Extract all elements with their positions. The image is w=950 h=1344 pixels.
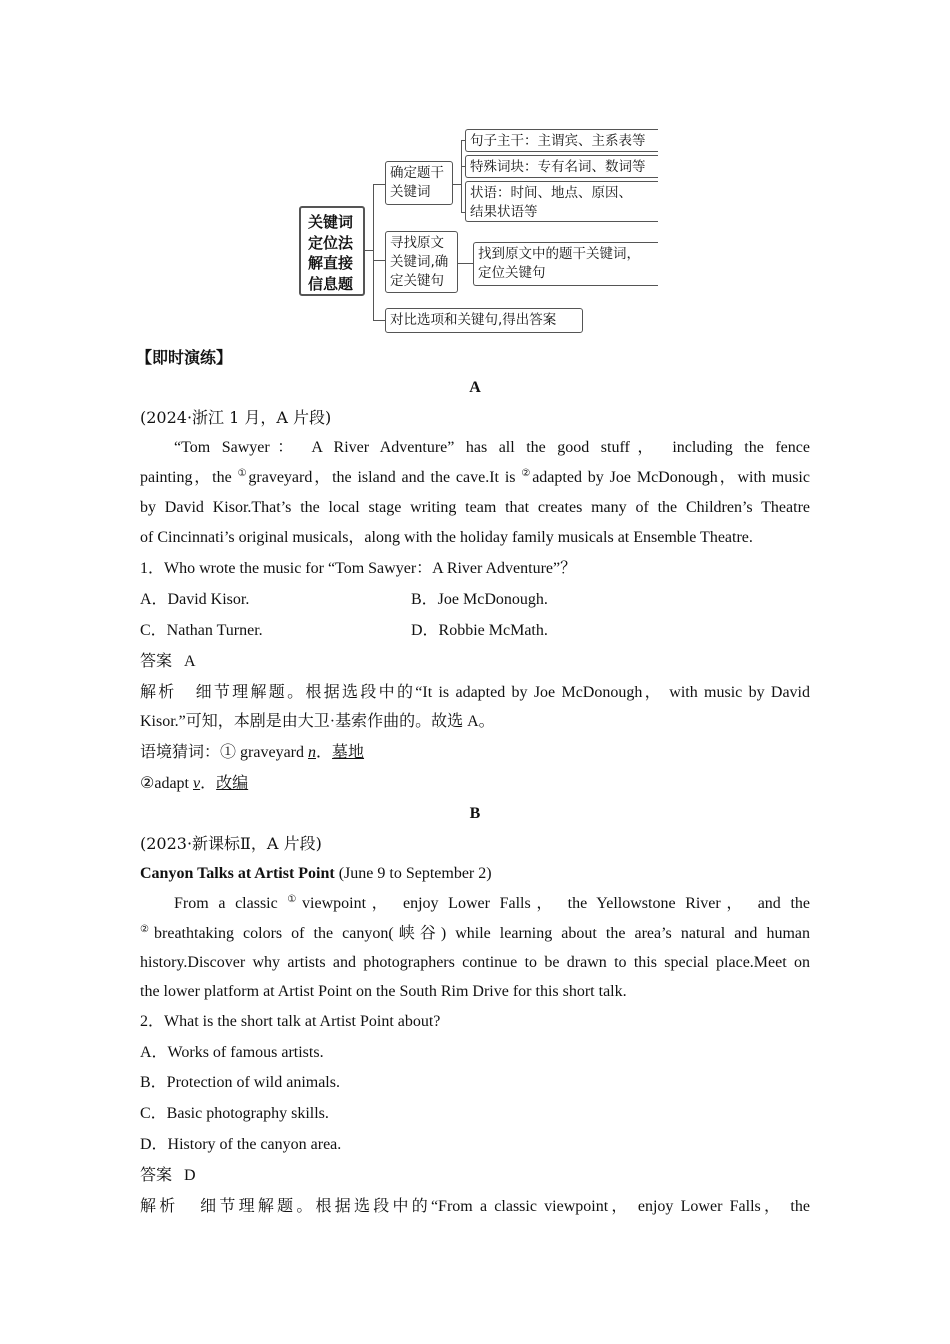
connector <box>365 250 373 251</box>
root-line: 关键词 <box>308 213 354 231</box>
leaf-special-chunks <box>465 155 658 178</box>
text-span: adapted by Joe McDonough，with music <box>532 469 810 486</box>
vocab-pos: n <box>308 744 316 761</box>
vocab-pos: v <box>193 775 201 792</box>
text-span: breathtaking colors of the canyon(峡谷) while learning about the area’s natural and human <box>154 925 810 942</box>
option-d: D．History of the canyon area. <box>140 1136 342 1153</box>
explain-label: 解析 <box>140 1196 179 1215</box>
leaf-locate-sentence <box>473 242 658 286</box>
vocab-prefix: 语境猜词： <box>140 744 221 761</box>
vocab-meaning: 改编 <box>216 775 249 792</box>
root-line: 信息题 <box>308 274 354 293</box>
branch-label: 定关键句 <box>390 273 444 289</box>
branch-determine-keywords <box>385 161 453 205</box>
section-b-letter: B <box>469 805 481 822</box>
answer-label: 答案 <box>140 651 173 670</box>
keyword-mindmap <box>296 128 658 336</box>
connector <box>373 320 385 321</box>
answer-value: A <box>184 653 196 670</box>
branch-label: 确定题干 <box>390 165 444 181</box>
question-2: 2．What is the short talk at Artist Point about? <box>140 1013 441 1030</box>
leaf-adverbials <box>465 181 658 222</box>
footnote-mark: ② <box>140 924 155 935</box>
option-a: A．Works of famous artists. <box>140 1044 324 1061</box>
question-1-options-row <box>140 585 810 615</box>
vocab-word: graveyard <box>236 744 308 761</box>
connector <box>453 184 461 185</box>
branch-label: 寻找原文 <box>390 235 444 251</box>
explanation-2 <box>140 1191 810 1222</box>
option-d: D．Robbie McMath. <box>411 622 548 639</box>
branch-find-original-keywords <box>385 231 458 293</box>
vocab-sep: ． <box>200 775 217 792</box>
explanation-1 <box>140 677 810 708</box>
answer-label: 答案 <box>140 1165 173 1184</box>
leaf-text: 结果状语等 <box>470 204 538 220</box>
passage-b-line <box>140 919 810 949</box>
leaf-text: 句子主干：主谓宾、主系表等 <box>470 133 646 149</box>
leaf-text: 特殊词块：专有名词、数词等 <box>470 159 646 175</box>
passage-a-line: by David Kisor.That’s the local stage writing team that creates many of the Children’s Theatre <box>140 499 810 516</box>
answer-1 <box>140 646 810 677</box>
vocab-mark: ② <box>140 775 155 792</box>
text-span: viewpoint， enjoy Lower Falls， the Yellowstone River， and the <box>302 895 811 912</box>
footnote-mark: ② <box>521 468 533 479</box>
leaf-text: 找到原文中的题干关键词， <box>478 246 640 262</box>
passage-a-line: of Cincinnati’s original musicals，along with the holiday family musicals at Ensemble Theatre. <box>140 529 753 546</box>
option-a: A．David Kisor. <box>140 591 250 608</box>
explain-text: 细节理解题。根据选段中的“It is adapted by Joe McDonough， with music by David <box>195 684 810 701</box>
passage-b-line <box>140 889 810 919</box>
root-line: 解直接 <box>308 254 354 272</box>
passage-b-line: the lower platform at Artist Point on the South Rim Drive for this short talk. <box>140 983 627 1000</box>
question-1-options-row <box>140 616 810 646</box>
section-b-source: (2023·新课标Ⅱ，A 片段) <box>140 834 322 853</box>
passage-a-line: “Tom Sawyer： A River Adventure” has all the good stuff， including the fence <box>174 439 810 456</box>
vocab-line-2 <box>140 769 810 799</box>
branch-compare-options <box>385 308 583 333</box>
vocab-meaning: 墓地 <box>332 744 365 761</box>
explain-label: 解析 <box>140 682 177 701</box>
connector <box>373 260 385 261</box>
title-dates: (June 9 to September 2) <box>334 865 492 882</box>
section-a-source: (2024·浙江 1 月，A 片段) <box>140 408 332 427</box>
option-c: C．Nathan Turner. <box>140 622 263 639</box>
answer-value: D <box>184 1167 196 1184</box>
passage-b-title <box>140 859 810 889</box>
passage-a-line <box>140 463 810 493</box>
passage-b-line: history.Discover why artists and photographers continue to be drawn to this special place.Meet on <box>140 954 810 971</box>
option-b: B．Protection of wild animals. <box>140 1074 340 1091</box>
option-b: B．Joe McDonough. <box>411 591 548 608</box>
title-text: Canyon Talks at Artist Point <box>140 865 335 882</box>
question-1: 1．Who wrote the music for “Tom Sawyer：A River Adventure”？ <box>140 560 577 577</box>
leaf-text: 定位关键句 <box>478 265 546 281</box>
vocab-line-1 <box>140 738 810 768</box>
leaf-text: 状语：时间、地点、原因、 <box>470 185 632 201</box>
connector <box>373 184 374 320</box>
text-span: From a classic <box>174 895 288 912</box>
branch-label: 关键词,确 <box>390 254 449 270</box>
connector <box>458 263 473 264</box>
footnote-mark: ① <box>287 894 303 905</box>
connector <box>461 140 462 212</box>
text-span: painting，the <box>140 469 238 486</box>
leaf-sentence-trunk <box>465 129 658 152</box>
connector <box>373 184 385 185</box>
branch-label: 关键词 <box>390 184 431 200</box>
vocab-sep: ． <box>316 744 333 761</box>
explain-text: 细节理解题。根据选段中的“From a classic viewpoint， enjoy Lower Falls， the <box>200 1198 810 1215</box>
branch-label: 对比选项和关键句,得出答案 <box>390 312 557 328</box>
section-a-letter: A <box>469 379 481 396</box>
vocab-word: adapt <box>154 775 193 792</box>
explanation-1-cont: Kisor.”可知，本剧是由大卫·基索作曲的。故选 A。 <box>140 713 495 730</box>
vocab-mark: ① <box>220 744 237 761</box>
practice-heading: 【即时演练】 <box>136 348 233 367</box>
answer-2 <box>140 1160 810 1191</box>
root-line: 定位法 <box>308 233 354 252</box>
mindmap-root <box>299 206 365 296</box>
option-c: C．Basic photography skills. <box>140 1105 329 1122</box>
text-span: graveyard，the island and the cave.It is <box>248 469 522 486</box>
footnote-mark: ① <box>237 468 249 479</box>
